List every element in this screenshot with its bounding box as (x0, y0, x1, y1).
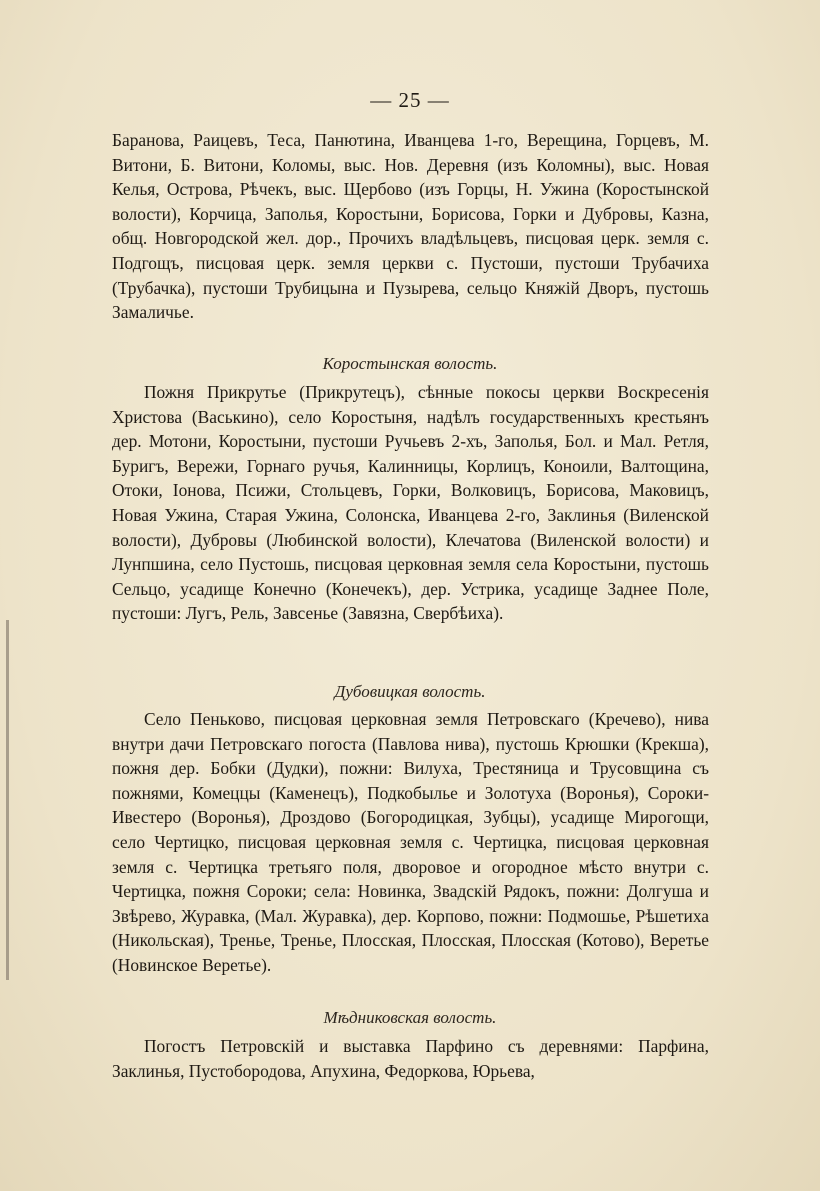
section-heading-dubovitskaya: Дубовицкая волость. (334, 682, 486, 701)
section-mednikovskaya-paragraph (112, 1034, 709, 1083)
section-heading-mednikovskaya: Мѣдниковская волость. (323, 1008, 497, 1027)
intro-text: Баранова, Раицевъ, Теса, Панютина, Иванцева 1-го, Верещина, Горцевъ, М. Витони, Б. Витони, Коломы, выс. Нов. Деревня (изъ Коломны), выс. Новая Келья, Острова, Рѣчекъ, выс. Щербово (изъ Горцы, Н. Ужина (Коростынской волости), Корчица, Заполья, Коростыни, Борисова, Горки и Дубровы, Казна, общ. Новгородской жел. дор., Прочихъ владѣльцевъ, писцовая церк. земля с. Подгощъ, писцовая церк. земля церкви с. Пустоши, пустоши Трубачиха (Трубачка), пустоши Трубицына и Пузырева, сельцо Княжій Дворъ, пустошь Замаличье. (112, 130, 709, 323)
intro-paragraph (112, 128, 709, 325)
section-dubovitskaya-text: Село Пеньково, писцовая церковная земля Петровскаго (Кречево), нива внутри дачи Петровскаго погоста (Павлова нива), пустошь Крюшки (Крекша), пожня дер. Бобки (Дудки), пожни: Вилуха, Трестяница и Трусовщина съ пожнями, Комеццы (Каменецъ), Подкобылье и Золотуха (Воронья), Сороки-Ивестеро (Воронья), Дроздово (Богородицкая, Зубцы), усадище Мирогощи, село Чертицко, писцовая церковная земля с. Чертицка, писцовая церковная земля с. Чертицка третьяго поля, дворовое и огородное мѣсто внутри с. Чертицка, пожня Сороки; села: Новинка, Звадскій Рядокъ, пожни: Долгуша и Звѣрево, Журавка, (Мал. Журавка), дер. Корпово, пожни: Подмошье, Рѣшетиха (Никольская), Тренье, Тренье, Плосская, Плосская, Плосская (Котово), Веретье (Новинское Веретье). (112, 709, 709, 975)
section-korostynskaya-paragraph (112, 380, 709, 626)
section-korostynskaya-text: Пожня Прикрутье (Прикрутецъ), сѣнные покосы церкви Воскресенія Христова (Васькино), село Коростыня, надѣлъ государственныхъ крестьянъ дер. Мотони, Коростыни, пустоши Ручьевъ 2-хъ, Заполья, Бол. и Мал. Ретля, Буригъ, Верeжи, Горнаго ручья, Калинницы, Корлицъ, Коноили, Валтощина, Отоки, Іонова, Псижи, Стольцевъ, Горки, Волковицъ, Борисова, Маковицъ, Новая Ужина, Старая Ужина, Солонска, Иванцева 2-го, Заклинья (Виленской волости), Дубровы (Любинской волости), Клечатова (Виленской волости) и Лунпшина, село Пустошь, писцовая церковная земля села Коростыни, пустошь Сельцо, усадище Конечно (Конечекъ), дер. Устрика, усадище Заднее Поле, пустоши: Лугъ, Рель, Завсенье (Завязна, Свербѣиха). (112, 382, 709, 624)
section-heading-korostynskaya: Коростынская волость. (322, 354, 498, 373)
section-mednikovskaya-text: Погостъ Петровскій и выставка Парфино съ деревнями: Парфина, Заклинья, Пустобородова, Апухина, Федоркова, Юрьева, (112, 1036, 709, 1081)
binding-edge-mark (6, 620, 9, 980)
page-number: — 25 — (370, 88, 450, 112)
section-dubovitskaya-paragraph (112, 707, 709, 978)
